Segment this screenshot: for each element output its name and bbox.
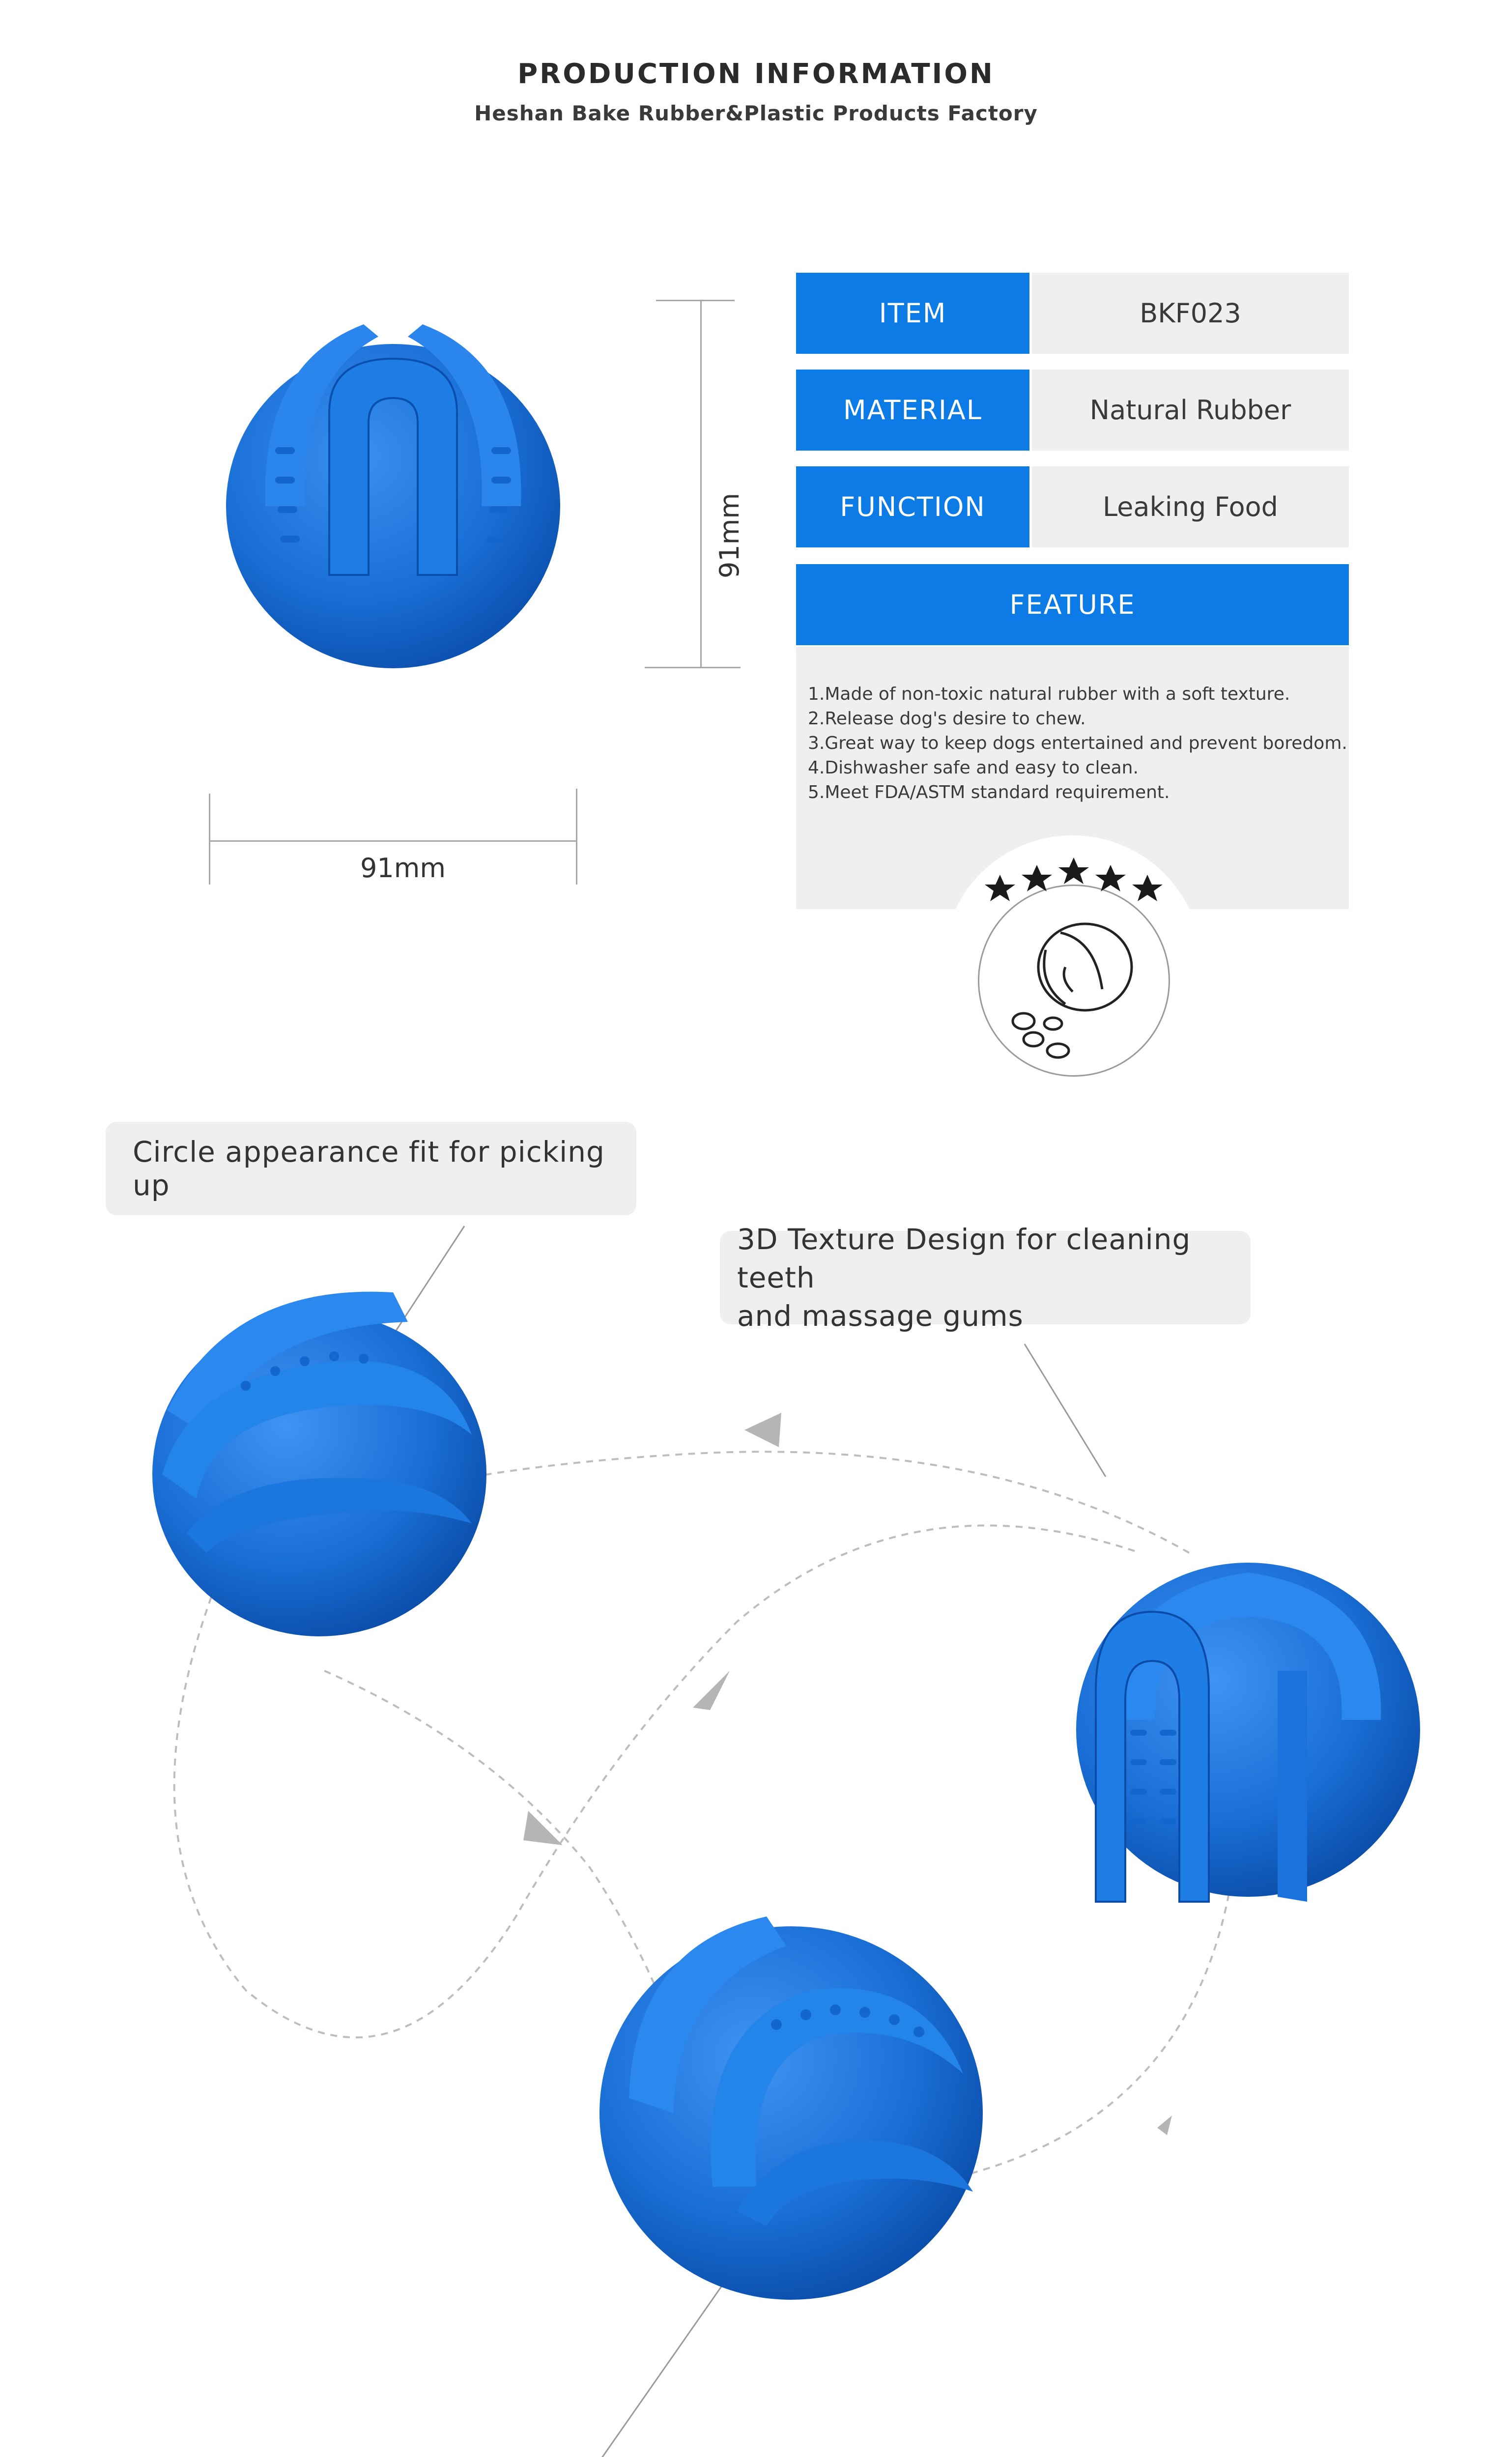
feature-item: 4.Dishwasher safe and easy to clean. — [808, 758, 1139, 778]
spec-value-material: Natural Rubber — [1032, 370, 1349, 451]
spec-key-material: MATERIAL — [796, 370, 1029, 451]
callout-3d-texture-line1: 3D Texture Design for cleaning teeth — [737, 1223, 1191, 1294]
direction-arrow-icon — [523, 1811, 563, 1845]
product-view-bottom — [599, 1916, 983, 2300]
page-subtitle: Heshan Bake Rubber&Plastic Products Factory — [474, 101, 1038, 125]
leaking-food-ball-icon — [978, 885, 1170, 1077]
product-view-right — [1076, 1563, 1420, 1902]
dimension-height-line — [700, 300, 702, 668]
direction-arrow-icon — [744, 1413, 781, 1447]
feature-item: 3.Great way to keep dogs entertained and prevent boredom. — [808, 733, 1347, 753]
star-icon — [1132, 875, 1163, 901]
product-view-left — [152, 1292, 486, 1636]
direction-arrow-icon — [693, 1671, 730, 1710]
star-icon — [1095, 865, 1126, 891]
dimension-height-cap-top — [656, 300, 735, 301]
feature-item: 5.Meet FDA/ASTM standard requirement. — [808, 782, 1170, 802]
spec-value-function: Leaking Food — [1032, 466, 1349, 547]
feature-item: 1.Made of non-toxic natural rubber with a soft texture. — [808, 684, 1290, 704]
spec-row-function — [796, 466, 1349, 547]
dimension-height-cap-bottom — [645, 667, 741, 668]
spec-key-item: ITEM — [796, 273, 1029, 354]
page-title: PRODUCTION INFORMATION — [517, 58, 995, 90]
star-icon — [1058, 857, 1089, 884]
dimension-width-cap-left — [209, 794, 210, 885]
product-image-top — [206, 300, 580, 673]
spec-key-function: FUNCTION — [796, 466, 1029, 547]
spec-row-item — [796, 273, 1349, 354]
star-icon — [1022, 865, 1052, 891]
spec-row-material — [796, 370, 1349, 451]
callout-leader-line — [1025, 1344, 1106, 1477]
rating-stars — [975, 848, 1172, 902]
callout-circle-appearance-text: Circle appearance fit for picking up — [133, 1135, 605, 1202]
feature-list — [808, 682, 1347, 805]
feature-heading: FEATURE — [796, 564, 1349, 645]
product-views-illustration — [0, 1179, 1512, 2457]
spec-value-item: BKF023 — [1032, 273, 1349, 354]
feature-item: 2.Release dog's desire to chew. — [808, 709, 1086, 729]
dimension-width-line — [209, 840, 577, 842]
dimension-width-cap-right — [576, 789, 577, 885]
direction-arrow-icon — [1157, 2115, 1172, 2135]
callout-3d-texture-line2: and massage gums — [737, 1299, 1024, 1333]
star-icon — [985, 875, 1015, 901]
dimension-width-label: 91mm — [360, 853, 446, 884]
dimension-height-label: 91mm — [714, 493, 745, 578]
